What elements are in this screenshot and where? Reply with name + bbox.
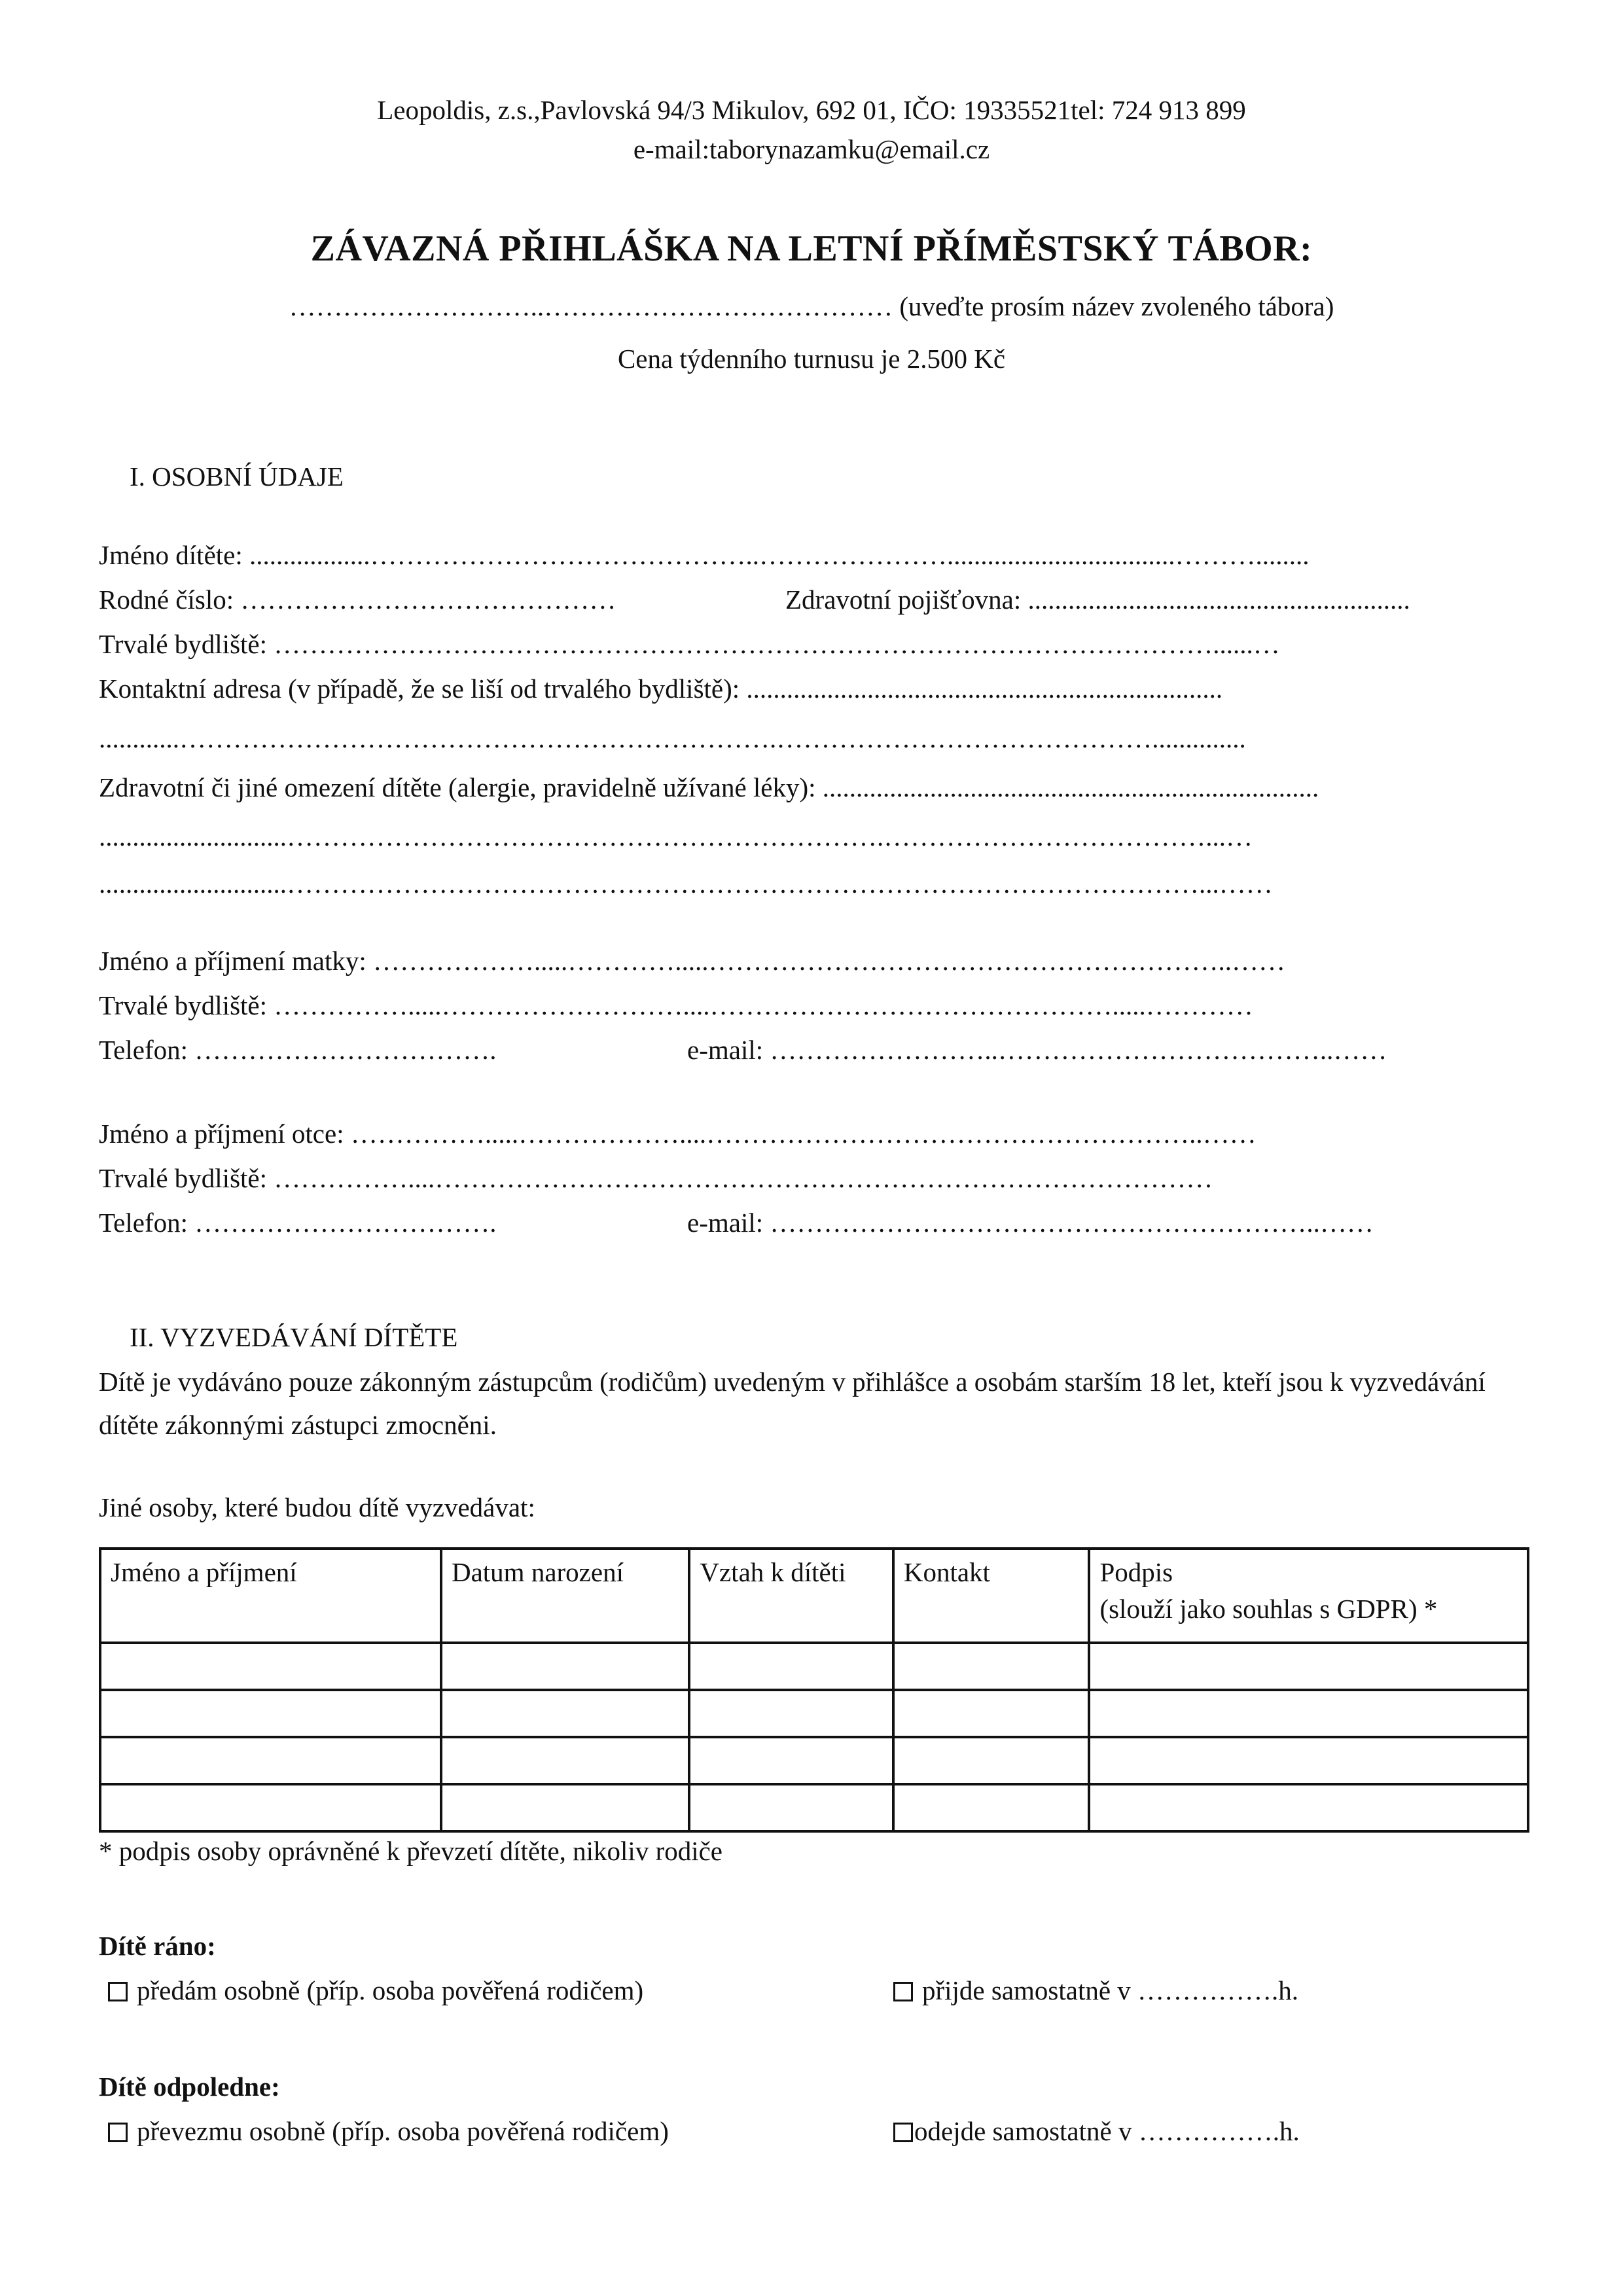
other-persons-label: Jiné osoby, které budou dítě vyzvedávat: [99, 1492, 535, 1522]
cell-name[interactable] [100, 1690, 441, 1737]
table-header-row [100, 1549, 1528, 1643]
cell-birth-date[interactable] [441, 1643, 689, 1690]
cell-birth-date[interactable] [441, 1690, 689, 1737]
cell-contact[interactable] [893, 1690, 1090, 1737]
table-row [100, 1737, 1528, 1784]
afternoon-option-personal[interactable] [108, 2113, 669, 2149]
permanent-address-field[interactable]: Trvalé bydliště: ……………………………………………………………………………………………......… [99, 629, 1280, 659]
organization-email: e-mail:taborynazamku@email.cz [633, 134, 990, 164]
header-signature-label: Podpis [1099, 1557, 1173, 1587]
page-title: ZÁVAZNÁ PŘIHLÁŠKA NA LETNÍ PŘÍMĚSTSKÝ TÁBOR: [310, 228, 1313, 269]
cell-relation[interactable] [689, 1690, 893, 1737]
cell-signature[interactable] [1089, 1690, 1528, 1737]
checkbox-icon[interactable] [108, 2123, 128, 2142]
cell-relation[interactable] [689, 1784, 893, 1831]
price-info: Cena týdenního turnusu je 2.500 Kč [617, 344, 1006, 374]
signature-footnote: * podpis osoby oprávněné k převzetí dítěte, nikoliv rodiče [99, 1836, 723, 1866]
table-row [100, 1643, 1528, 1690]
header-relation: Vztah k dítěti [689, 1549, 893, 1643]
morning-option-personal-label: předám osobně (příp. osoba pověřená rodičem) [137, 1975, 644, 2005]
cell-name[interactable] [100, 1784, 441, 1831]
insurance-field[interactable]: Zdravotní pojišťovna: ......................................................... [785, 584, 1410, 615]
cell-contact[interactable] [893, 1643, 1090, 1690]
morning-option-alone-label: přijde samostatně v …………….h. [922, 1975, 1299, 2005]
father-name-field[interactable]: Jméno a příjmení otce: …………….....………………....………………………………………………..…… [99, 1119, 1257, 1149]
afternoon-label: Dítě odpoledne: [99, 2072, 280, 2102]
afternoon-option-alone-label: odejde samostatně v …………….h. [914, 2116, 1300, 2146]
header-signature [1089, 1549, 1528, 1643]
morning-label: Dítě ráno: [99, 1931, 216, 1961]
camp-name-field[interactable]: ………………………..………………………………… (uveďte prosím název zvoleného tábora) [289, 291, 1334, 321]
cell-birth-date[interactable] [441, 1737, 689, 1784]
header-contact: Kontakt [893, 1549, 1090, 1643]
cell-name[interactable] [100, 1737, 441, 1784]
afternoon-option-personal-label: převezmu osobně (příp. osoba pověřená rodičem) [137, 2116, 669, 2146]
morning-option-personal[interactable] [108, 1972, 643, 2009]
father-phone-field[interactable]: Telefon: ……………………………. [99, 1208, 497, 1238]
pickup-persons-table [99, 1547, 1529, 1833]
cell-signature[interactable] [1089, 1737, 1528, 1784]
cell-signature[interactable] [1089, 1784, 1528, 1831]
health-continuation-2[interactable]: ............................…………………………………………………………………………………………...…… [99, 869, 1273, 899]
health-continuation-1[interactable]: ............................………………………………………………………….………………………………...… [99, 821, 1253, 852]
header-signature-note: (slouží jako souhlas s GDPR) * [1099, 1594, 1438, 1624]
table-row [100, 1690, 1528, 1737]
cell-birth-date[interactable] [441, 1784, 689, 1831]
checkbox-icon[interactable] [893, 2123, 913, 2142]
mother-email-field[interactable]: e-mail: ……………………..………………………………..…… [687, 1035, 1387, 1065]
cell-relation[interactable] [689, 1643, 893, 1690]
father-email-field[interactable]: e-mail: ……………………………………………………..…… [687, 1208, 1374, 1238]
section-pickup-heading: II. VYZVEDÁVÁNÍ DÍTĚTE [130, 1322, 458, 1352]
mother-phone-field[interactable]: Telefon: ……………………………. [99, 1035, 497, 1065]
cell-contact[interactable] [893, 1784, 1090, 1831]
section-personal-heading: I. OSOBNÍ ÚDAJE [130, 461, 344, 492]
mother-address-field[interactable]: Trvalé bydliště: …………….....………………………....……………………………………….....………… [99, 990, 1253, 1020]
checkbox-icon[interactable] [893, 1982, 913, 2001]
pickup-paragraph: Dítě je vydáváno pouze zákonným zástupcům (rodičům) uvedeným v přihlášce a osobám starším 18 let, kteří jsou k vyzvedávání dítěte zákonnými zástupci zmocněni. [99, 1367, 1486, 1440]
health-restrictions-field[interactable]: Zdravotní či jiné omezení dítěte (alergie, pravidelně užívané léky): .......................................................................... [99, 772, 1319, 802]
morning-option-alone[interactable] [893, 1972, 1298, 2009]
father-address-field[interactable]: Trvalé bydliště: ……………....…………………………………………………………………………… [99, 1163, 1213, 1193]
checkbox-icon[interactable] [108, 1982, 128, 2001]
cell-signature[interactable] [1089, 1643, 1528, 1690]
cell-contact[interactable] [893, 1737, 1090, 1784]
birth-number-field[interactable]: Rodné číslo: …………………………………… [99, 584, 616, 615]
cell-name[interactable] [100, 1643, 441, 1690]
child-name-field[interactable]: Jméno dítěte: ..................……………………………………..…………………..................................………........ [99, 540, 1310, 570]
cell-relation[interactable] [689, 1737, 893, 1784]
contact-address-continuation[interactable]: ............………………………………………………………….…………………………………….............. [99, 723, 1246, 753]
table-row [100, 1784, 1528, 1831]
organization-info: Leopoldis, z.s.,Pavlovská 94/3 Mikulov, 692 01, IČO: 19335521tel: 724 913 899 [377, 95, 1246, 125]
mother-name-field[interactable]: Jméno a příjmení matky: ……………….....………….....…………………………………………………..…… [99, 946, 1286, 976]
contact-address-field[interactable]: Kontaktní adresa (v případě, že se liší od trvalého bydliště): ....................................................................... [99, 673, 1223, 704]
header-name: Jméno a příjmení [100, 1549, 441, 1643]
header-birth-date: Datum narození [441, 1549, 689, 1643]
afternoon-option-alone[interactable] [893, 2113, 1300, 2149]
